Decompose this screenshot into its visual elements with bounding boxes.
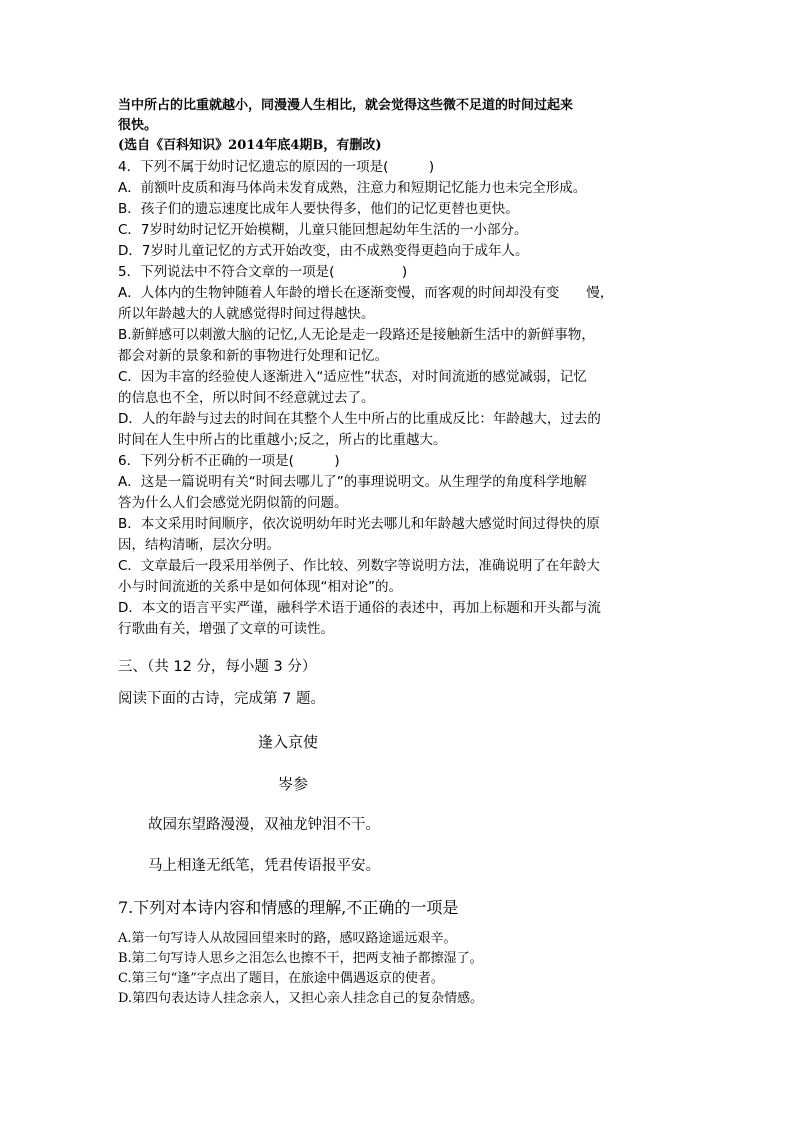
q7-option-d: D.第四句表达诗人挂念亲人，又担心亲人挂念自己的复杂情感。 xyxy=(118,991,484,1006)
q4-option-b: B．孩子们的遗忘速度比成年人要快得多，他们的记忆更替也更快。 xyxy=(118,201,519,217)
q6-option-b-line-1: B．本文采用时间顺序，依次说明幼年时光去哪儿和年龄越大感觉时间过得快的原 xyxy=(118,516,600,532)
section-3-heading: 三、（共 12 分，每小题 3 分） xyxy=(118,659,317,675)
q6-option-a-line-2: 答为什么人们会感觉光阴似箭的问题。 xyxy=(118,495,348,511)
q4-option-c: C．7岁时幼时记忆开始模糊，儿童只能回想起幼年生活的一小部分。 xyxy=(118,222,528,238)
q7-option-a: A.第一句写诗人从故园回望来时的路，感叹路途遥远艰辛。 xyxy=(118,931,457,946)
passage-line-1: 当中所占的比重就越小，同漫漫人生相比，就会觉得这些微不足道的时间过起来 xyxy=(118,98,574,113)
q5-option-c-line-1: C．因为丰富的经验使人逐渐进入“适应性”状态，对时间流逝的感觉减弱，记忆 xyxy=(118,369,587,385)
q6-option-c-line-1: C．文章最后一段采用举例子、作比较、列数字等说明方法，准确说明了在年龄大 xyxy=(118,558,600,574)
q4-option-a: A．前额叶皮质和海马体尚未发育成熟，注意力和短期记忆能力也未完全形成。 xyxy=(118,180,587,196)
q7-option-b: B.第二句写诗人思乡之泪怎么也擦不干，把两支袖子都擦湿了。 xyxy=(118,951,483,966)
q6-option-d-line-2: 行歌曲有关，增强了文章的可读性。 xyxy=(118,621,334,637)
passage-line-2: 很快。 xyxy=(118,118,158,133)
poem-author: 岑参 xyxy=(278,775,309,793)
poem-title: 逢入京使 xyxy=(258,733,319,751)
q6-stem: 6．下列分析不正确的一项是( ) xyxy=(118,453,340,469)
q4-stem: 4．下列不属于幼时记忆遗忘的原因的一项是( ) xyxy=(118,159,435,175)
q5-option-c-line-2: 的信息也不全，所以时间不经意就过去了。 xyxy=(118,390,375,406)
q5-stem: 5．下列说法中不符合文章的一项是( ) xyxy=(118,264,408,280)
q6-option-c-line-2: 小与时间流逝的关系中是如何体现“相对论”的。 xyxy=(118,579,402,595)
q6-option-b-line-2: 因，结构清晰，层次分明。 xyxy=(118,537,280,553)
q4-option-d: D．7岁时儿童记忆的方式开始改变，由不成熟变得更趋向于成年人。 xyxy=(118,243,529,259)
q6-option-d-line-1: D．本文的语言平实严谨，融科学术语于通俗的表述中，再加上标题和开头都与流 xyxy=(118,600,601,616)
poem-line-2: 马上相逢无纸笔，凭君传语报平安。 xyxy=(148,858,380,874)
q5-option-b-line-1: B.新鲜感可以刺激大脑的记忆,人无论是走一段路还是接触新生活中的新鲜事物， xyxy=(118,327,595,343)
q7-option-c: C.第三句“逢”字点出了题目，在旅途中偶遇返京的使者。 xyxy=(118,971,444,986)
q7-stem: 7.下列对本诗内容和情感的理解,不正确的一项是 xyxy=(118,898,459,917)
q5-option-a-line-2: 所以年龄越大的人就感觉得时间过得越快。 xyxy=(118,306,375,322)
q5-option-d-line-2: 时间在人生中所占的比重越小;反之，所占的比重越大。 xyxy=(118,432,447,448)
q5-option-d-line-1: D．人的年龄与过去的时间在其整个人生中所占的比重成反比：年龄越大，过去的 xyxy=(118,411,601,427)
q5-option-b-line-2: 都会对新的景象和新的事物进行处理和记忆。 xyxy=(118,348,388,364)
q6-option-a-line-1: A．这是一篇说明有关“时间去哪儿了”的事理说明文。从生理学的角度科学地解 xyxy=(118,474,587,490)
passage-source: (选自《百科知识》2014年底4期B，有删改) xyxy=(118,138,382,153)
section-3-instruction: 阅读下面的古诗，完成第 7 题。 xyxy=(118,691,325,707)
poem-line-1: 故园东望路漫漫，双袖龙钟泪不干。 xyxy=(148,817,380,833)
q5-option-a-line-1: A．人体内的生物钟随着人年龄的增长在逐渐变慢，而客观的时间却没有变 慢， xyxy=(118,285,614,301)
